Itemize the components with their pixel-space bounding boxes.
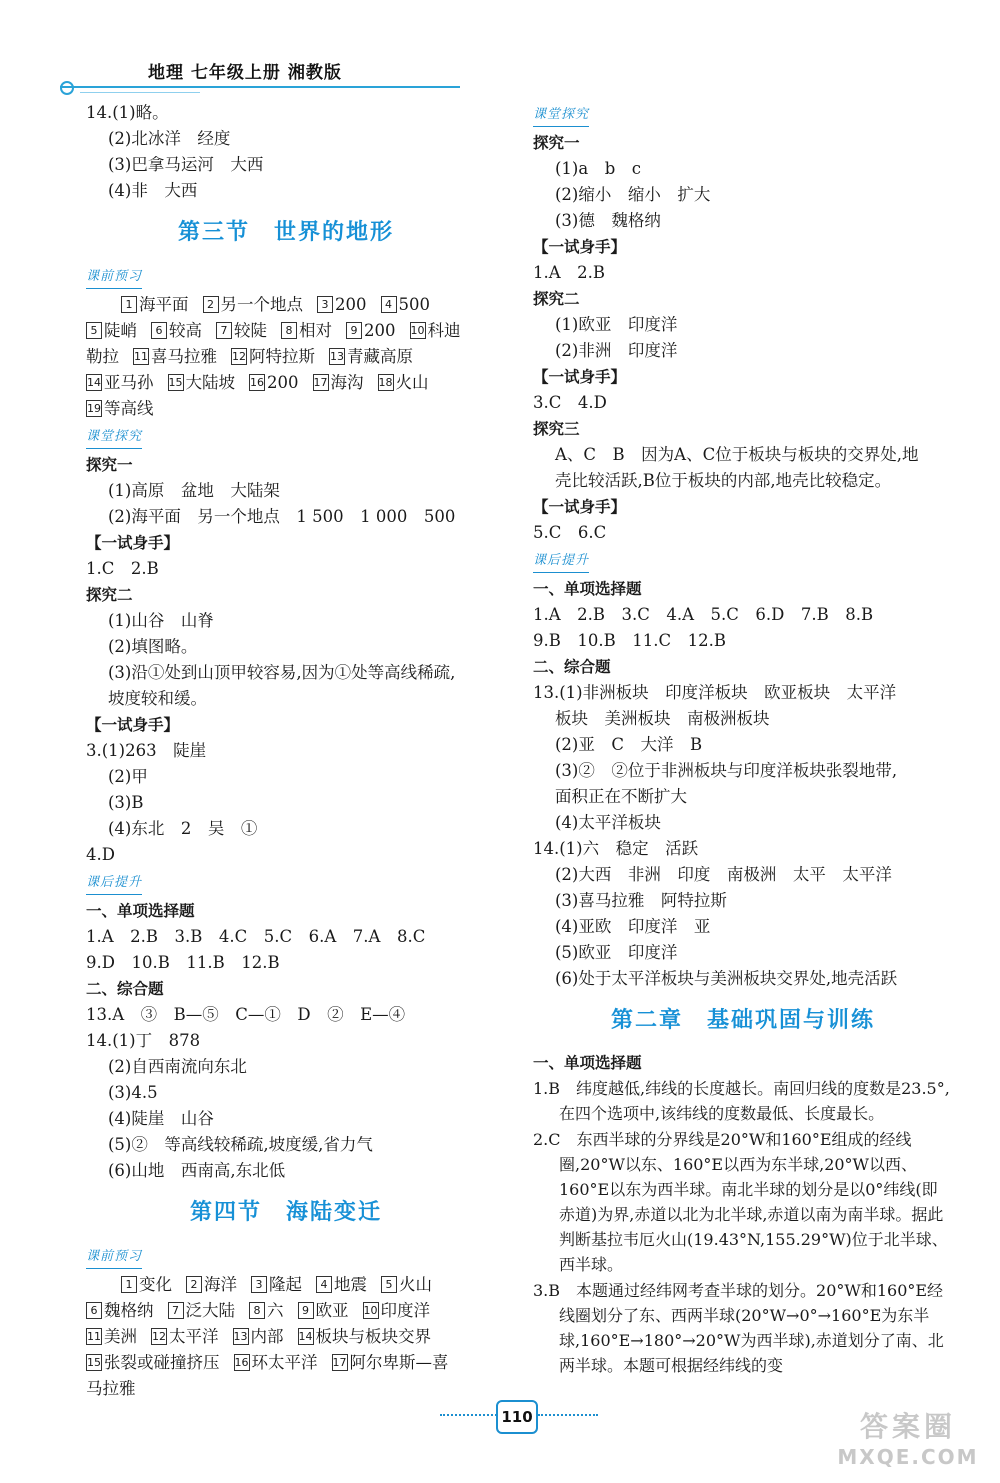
answer-text: 火山 (395, 373, 429, 392)
text-line: A、C B 因为A、C位于板块与板块的交界处,地 (555, 445, 919, 464)
watermark-logo (828, 1405, 988, 1475)
explore-label: 探究一 (86, 456, 133, 474)
preview-line (86, 370, 486, 396)
answer-number-box: 12 (232, 350, 246, 363)
answer-number-box: 15 (168, 376, 183, 389)
text-line: (4)东北 2 吴 ① (108, 819, 258, 838)
text-line: (1)欧亚 印度洋 (555, 315, 678, 334)
answer-number-box: 13 (330, 350, 344, 363)
explore-label: 探究二 (86, 586, 133, 604)
left-column (86, 100, 486, 1402)
text-line: 壳比较活跃,B位于板块的内部,地壳比较稳定。 (555, 471, 892, 490)
answer-chip (86, 399, 154, 418)
answer-chip (168, 373, 236, 392)
answer-text: 陡峭 (104, 321, 137, 340)
text-line: 1.A 2.B (533, 263, 606, 282)
try-label: 【一试身手】 (533, 238, 627, 256)
answer-chip (329, 347, 413, 366)
explanation-item: 1.B 纬度越低,纬线的长度越长。南回归线的度数是23.5°,在四个选项中,该纬线的度数最低、长度最长。 (533, 1079, 950, 1123)
text-line: (2)亚 C 大洋 B (555, 735, 703, 754)
answer-chip (346, 321, 396, 340)
text-line: 1.C 2.B (86, 559, 159, 578)
preview-line (86, 396, 486, 422)
text-line: (2)自西南流向东北 (108, 1057, 247, 1076)
answer-number-box: 19 (87, 402, 101, 415)
text-line: (1)高原 盆地 大陆架 (108, 481, 280, 500)
dotted-rule (538, 1414, 598, 1416)
header-title: 地理 七年级上册 湘教版 (148, 63, 342, 83)
answer-text: 青藏高原 (347, 347, 413, 366)
answer-chip (133, 347, 217, 366)
answer-chip (121, 1275, 172, 1294)
answer-number-box: 5 (86, 322, 102, 339)
answer-text: 较陡 (234, 321, 267, 340)
answer-text: 200 (267, 373, 299, 392)
text-line: 面积正在不断扩大 (555, 787, 687, 806)
answer-chip (151, 1327, 219, 1346)
preview-line (86, 318, 486, 344)
answer-text: 欧亚 (315, 1301, 349, 1320)
chapter-title: 第二章 基础巩固与训练 (610, 1008, 875, 1033)
answer-text: 地震 (334, 1275, 367, 1294)
answer-number-box: 14 (298, 1330, 313, 1343)
answer-number-box: 17 (332, 1356, 347, 1369)
answer-chip (231, 347, 315, 366)
explore-label: 探究一 (533, 134, 580, 152)
answer-number-box: 11 (87, 1330, 101, 1343)
answer-text: 魏格纳 (104, 1301, 154, 1320)
answer-chip (234, 1353, 318, 1372)
answer-text: 大陆坡 (185, 373, 235, 392)
answer-number-box: 7 (168, 1302, 184, 1319)
text-line: (2)北冰洋 经度 (108, 129, 231, 148)
answer-number-box: 6 (151, 322, 167, 339)
answer-chip (233, 1327, 284, 1346)
answer-chip (249, 373, 299, 392)
section-tag: 课堂探究 (86, 426, 142, 449)
answer-number-box: 3 (317, 296, 333, 313)
answer-text: 亚马孙 (104, 373, 154, 392)
preview-line (86, 1272, 486, 1298)
text-line: 坡度较和缓。 (108, 689, 207, 708)
header-circle-decoration (60, 81, 74, 95)
answer-chip (216, 321, 267, 340)
subheading: 一、单项选择题 (533, 580, 642, 598)
section-tag: 课后提升 (86, 872, 142, 895)
explanation-item: 2.C 东西半球的分界线是20°W和160°E组成的经线圈,20°W以东、160°E以西为东半球,20°W以西、160°E以东为西半球。南北半球的划分是以0°纬线(即赤道)为界,赤道以北为北半球,赤道以南为南半球。据此判断基拉韦厄火山(19.43°N,155.29°W)位于北半球、西半球。 (533, 1130, 948, 1274)
answer-number-box: 9 (346, 322, 362, 339)
text-line: 3.C 4.D (533, 393, 607, 412)
answer-chip (316, 1275, 367, 1294)
section-tag: 课前预习 (86, 266, 142, 289)
text-line: 1.A 2.B 3.B 4.C 5.C 6.A 7.A 8.C (86, 927, 426, 946)
answer-number-box: 6 (86, 1302, 102, 1319)
preview-answers (86, 1272, 486, 1402)
preview-line (86, 1298, 486, 1324)
answer-text: 泛大陆 (185, 1301, 235, 1320)
answer-text: 印度洋 (380, 1301, 430, 1320)
answer-number-box: 7 (216, 322, 232, 339)
answer-text: 勒拉 (86, 347, 119, 366)
text-line: (3)喜马拉雅 阿特拉斯 (555, 891, 727, 910)
subheading: 一、单项选择题 (86, 902, 195, 920)
section-tag: 课后提升 (533, 550, 589, 573)
page-header (60, 50, 480, 100)
answer-chip (186, 1275, 237, 1294)
text-line: (2)海平面 另一个地点 1 500 1 000 500 (108, 507, 456, 526)
answer-number-box: 3 (251, 1276, 267, 1293)
answer-text: 喜马拉雅 (151, 347, 217, 366)
answer-text: 环太平洋 (251, 1353, 318, 1372)
section-title: 第三节 世界的地形 (177, 220, 394, 245)
text-line: 14.(1)丁 878 (86, 1031, 201, 1050)
answer-text: 另一个地点 (220, 295, 303, 314)
text-line: 5.C 6.C (533, 523, 607, 542)
text-line: (3)B (108, 793, 144, 812)
answer-chip (410, 321, 461, 340)
answer-chip (381, 1275, 432, 1294)
answer-number-box: 12 (152, 1330, 166, 1343)
answer-number-box: 5 (381, 1276, 397, 1293)
subheading: 一、单项选择题 (533, 1054, 642, 1072)
section-tag: 课堂探究 (533, 104, 589, 127)
answer-number-box: 16 (234, 1356, 249, 1369)
answer-number-box: 4 (316, 1276, 332, 1293)
answer-chip (249, 1301, 284, 1320)
answer-chip (86, 1301, 154, 1320)
watermark-text: 答案圈 (859, 1410, 956, 1443)
answer-chip (86, 347, 119, 366)
answer-text: 变化 (139, 1275, 172, 1294)
answer-chip (86, 1353, 220, 1372)
text-line: (5)② 等高线较稀疏,坡度缓,省力气 (108, 1135, 373, 1154)
answer-text: 美洲 (104, 1327, 137, 1346)
answer-number-box: 8 (249, 1302, 265, 1319)
dotted-rule (440, 1414, 500, 1416)
answer-text: 阿特拉斯 (249, 347, 315, 366)
text-line: (4)陡崖 山谷 (108, 1109, 214, 1128)
answer-text: 海洋 (204, 1275, 237, 1294)
text-line: (6)山地 西南高,东北低 (108, 1161, 286, 1180)
answer-number-box: 15 (87, 1356, 101, 1369)
answer-chip (86, 1379, 136, 1398)
answer-text: 马拉雅 (86, 1379, 136, 1398)
text-line: 14.(1)六 稳定 活跃 (533, 839, 699, 858)
preview-line (86, 292, 486, 318)
answer-chip (121, 295, 189, 314)
preview-answers (86, 292, 486, 422)
subheading: 二、综合题 (86, 980, 164, 998)
section-title: 第四节 海陆变迁 (189, 1200, 382, 1225)
answer-text: 火山 (399, 1275, 432, 1294)
answer-chip (251, 1275, 302, 1294)
text-line: 9.B 10.B 11.C 12.B (533, 631, 726, 650)
answer-number-box: 1 (121, 1276, 137, 1293)
answer-text: 科迪 (427, 321, 461, 340)
answer-number-box: 14 (87, 376, 101, 389)
answer-chip (281, 321, 332, 340)
answer-text: 200 (364, 321, 396, 340)
text-line: (3)沿①处到山顶甲较容易,因为①处等高线稀疏, (108, 663, 456, 682)
answer-number-box: 2 (203, 296, 219, 313)
text-line: 1.A 2.B 3.C 4.A 5.C 6.D 7.B 8.B (533, 605, 874, 624)
answer-chip (313, 373, 364, 392)
preview-line (86, 1350, 486, 1376)
right-column (533, 100, 953, 1379)
watermark-url: MXQE.COM (837, 1445, 979, 1469)
page-number-badge: 110 (496, 1400, 538, 1434)
answer-chip (298, 1327, 432, 1346)
answer-number-box: 18 (378, 376, 393, 389)
answer-number-box: 10 (363, 1304, 378, 1317)
answer-text: 太平洋 (169, 1327, 219, 1346)
try-label: 【一试身手】 (86, 716, 180, 734)
answer-chip (381, 295, 431, 314)
answer-text: 板块与板块交界 (315, 1327, 431, 1346)
answer-number-box: 4 (381, 296, 397, 313)
answer-chip (86, 373, 154, 392)
answer-text: 海沟 (330, 373, 364, 392)
explanation-item: 3.B 本题通过经纬网考查半球的划分。20°W和160°E经线圈划分了东、西两半球(20°W→0°→160°E为东半球,160°E→180°→20°W为西半球),赤道划分了南、北两半球。本题可根据经纬线的变 (533, 1281, 944, 1375)
answer-chip (378, 373, 429, 392)
text-line: (1)a b c (555, 159, 642, 178)
text-line: (2)非洲 印度洋 (555, 341, 678, 360)
explore-label: 探究二 (533, 290, 580, 308)
answer-number-box: 10 (410, 324, 425, 337)
explore-label: 探究三 (533, 420, 580, 438)
text-line: (4)太平洋板块 (555, 813, 661, 832)
answer-text: 较高 (169, 321, 202, 340)
answer-text: 隆起 (269, 1275, 302, 1294)
answer-number-box: 8 (281, 322, 297, 339)
text-line: (3)巴拿马运河 大西 (108, 155, 264, 174)
answer-chip (86, 1327, 137, 1346)
answer-chip (203, 295, 304, 314)
answer-text: 内部 (250, 1327, 284, 1346)
text-line: (2)大西 非洲 印度 南极洲 太平 太平洋 (555, 865, 892, 884)
section-tag: 课前预习 (86, 1246, 142, 1269)
try-label: 【一试身手】 (533, 498, 627, 516)
answer-number-box: 2 (186, 1276, 202, 1293)
text-line: 9.D 10.B 11.B 12.B (86, 953, 280, 972)
answer-chip (86, 321, 137, 340)
preview-line (86, 344, 486, 370)
answer-number-box: 13 (233, 1330, 248, 1343)
text-line: (3)② ②位于非洲板块与印度洋板块张裂地带, (555, 761, 898, 780)
answer-number-box: 17 (313, 376, 328, 389)
text-line: 13.A ③ B—⑤ C—① D ② E—④ (86, 1005, 406, 1024)
text-line: 14.(1)略。 (86, 103, 169, 122)
text-line: 板块 美洲板块 南极洲板块 (555, 709, 770, 728)
text-line: (3)4.5 (108, 1083, 158, 1102)
text-line: (3)德 魏格纳 (555, 211, 661, 230)
answer-number-box: 1 (121, 296, 137, 313)
answer-text: 张裂或碰撞挤压 (104, 1353, 220, 1372)
answer-chip (151, 321, 202, 340)
try-label: 【一试身手】 (86, 534, 180, 552)
text-line: (6)处于太平洋板块与美洲板块交界处,地壳活跃 (555, 969, 898, 988)
answer-text: 六 (267, 1301, 284, 1320)
header-rule-thin (80, 92, 200, 93)
answer-number-box: 9 (298, 1302, 314, 1319)
page-number (440, 1398, 590, 1432)
answer-text: 海平面 (139, 295, 189, 314)
preview-line (86, 1324, 486, 1350)
text-line: 4.D (86, 845, 115, 864)
try-label: 【一试身手】 (533, 368, 627, 386)
answer-number-box: 16 (250, 376, 264, 389)
subheading: 二、综合题 (533, 658, 611, 676)
text-line: (5)欧亚 印度洋 (555, 943, 678, 962)
answer-chip (363, 1301, 431, 1320)
preview-line (86, 1376, 486, 1402)
text-line: 3.(1)263 陡崖 (86, 741, 207, 760)
answer-text: 阿尔卑斯—喜 (349, 1353, 449, 1372)
text-line: (1)山谷 山脊 (108, 611, 214, 630)
text-line: (2)甲 (108, 767, 148, 786)
answer-chip (317, 295, 367, 314)
header-rule (60, 86, 460, 88)
answer-text: 200 (335, 295, 367, 314)
text-line: (2)缩小 缩小 扩大 (555, 185, 711, 204)
answer-text: 相对 (299, 321, 332, 340)
text-line: 13.(1)非洲板块 印度洋板块 欧亚板块 太平洋 (533, 683, 897, 702)
text-line: (4)亚欧 印度洋 亚 (555, 917, 711, 936)
answer-chip (332, 1353, 449, 1372)
answer-text: 500 (398, 295, 430, 314)
answer-chip (298, 1301, 349, 1320)
answer-chip (168, 1301, 236, 1320)
text-line: (4)非 大西 (108, 181, 198, 200)
answer-number-box: 11 (134, 350, 148, 363)
answer-text: 等高线 (104, 399, 154, 418)
text-line: (2)填图略。 (108, 637, 198, 656)
